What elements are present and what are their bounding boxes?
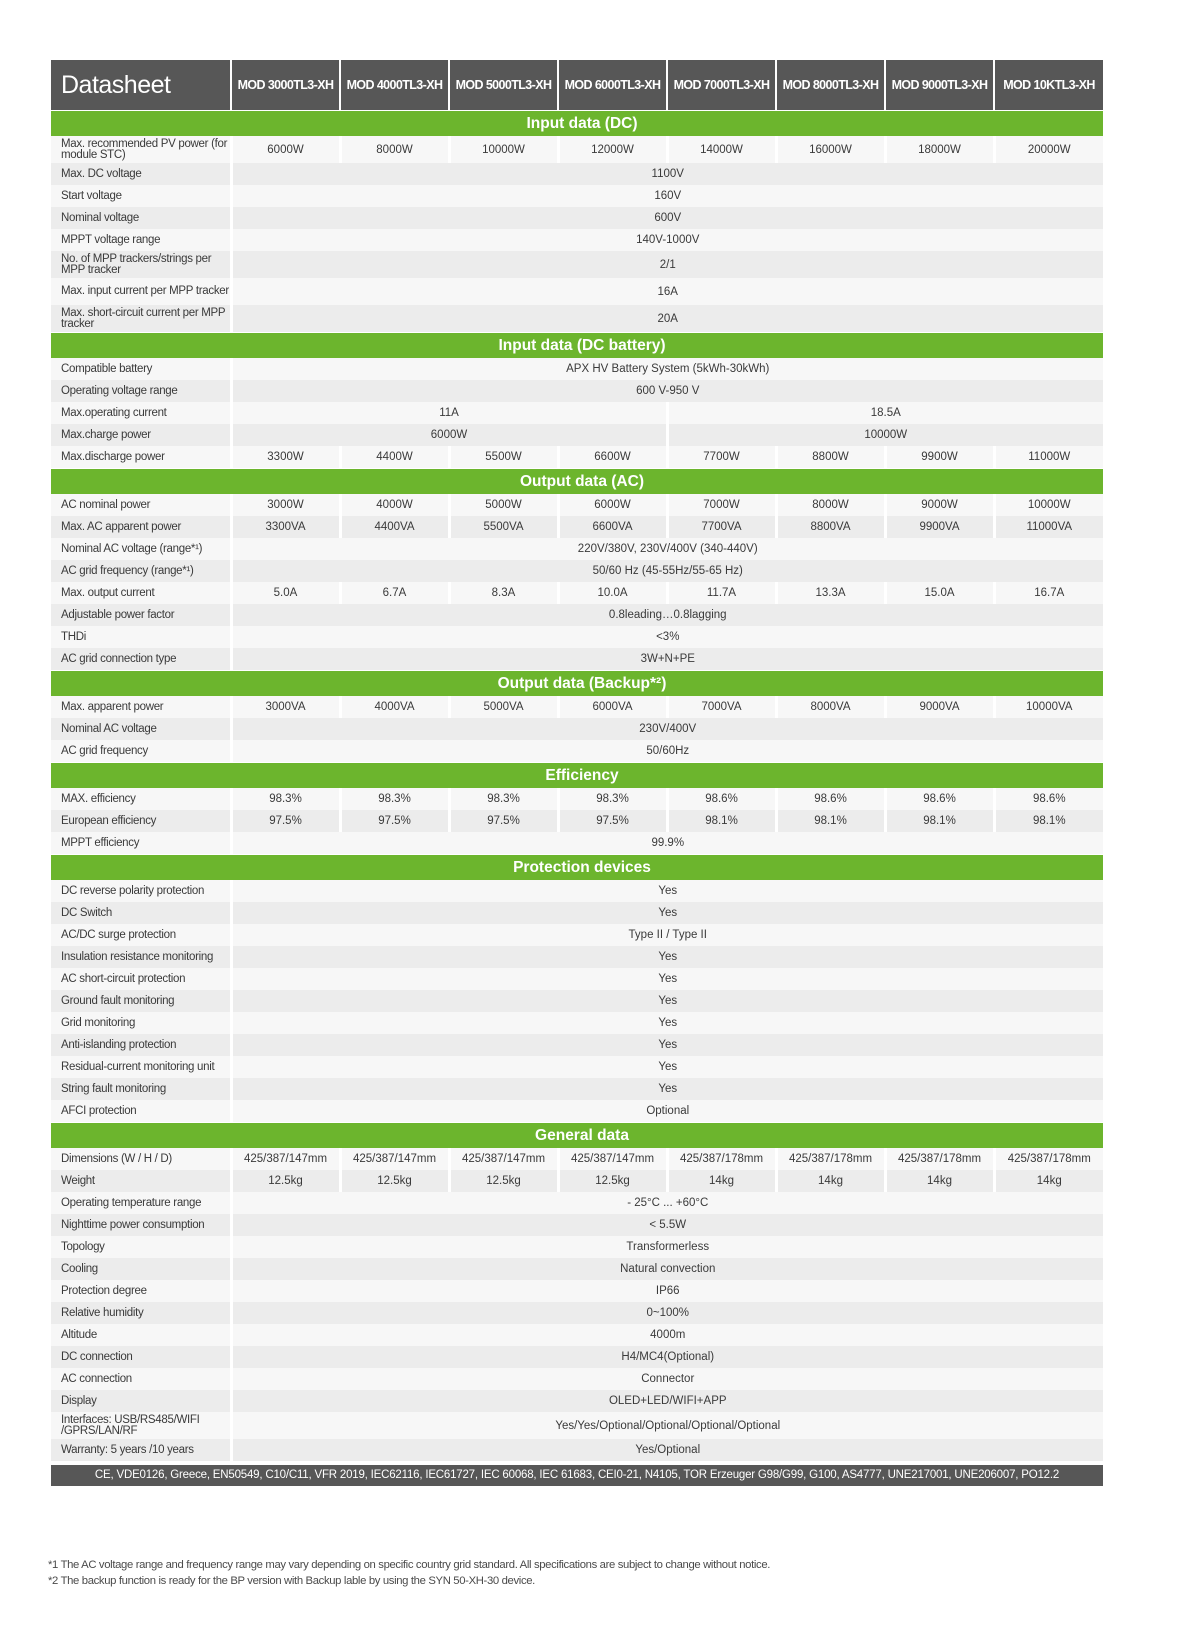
spec-label: Operating temperature range (51, 1192, 231, 1214)
spec-value: 98.1% (667, 810, 776, 832)
spec-label: AFCI protection (51, 1100, 231, 1123)
spec-value: 6000W (231, 136, 340, 163)
spec-value: 20000W (994, 136, 1103, 163)
spec-value: 18.5A (667, 402, 1103, 424)
spec-value: 10000VA (994, 696, 1103, 718)
spec-value: 98.1% (994, 810, 1103, 832)
spec-label: MAX. efficiency (51, 788, 231, 810)
spec-row (51, 1034, 1103, 1056)
spec-row (51, 278, 1103, 305)
spec-value: 4000W (340, 494, 449, 516)
spec-value: 16.7A (994, 582, 1103, 604)
spec-value: 425/387/147mm (449, 1148, 558, 1170)
spec-value: 8800VA (776, 516, 885, 538)
model-header: MOD 3000TL3-XH (231, 60, 340, 111)
model-header: MOD 7000TL3-XH (667, 60, 776, 111)
spec-value: IP66 (231, 1280, 1103, 1302)
spec-value: 3000VA (231, 696, 340, 718)
spec-row (51, 1236, 1103, 1258)
spec-label: Max. input current per MPP tracker (51, 278, 231, 305)
spec-label: AC grid frequency (51, 740, 231, 763)
spec-value: APX HV Battery System (5kWh-30kWh) (231, 358, 1103, 380)
spec-row (51, 446, 1103, 469)
spec-row (51, 810, 1103, 832)
spec-value: <3% (231, 626, 1103, 648)
spec-row (51, 1324, 1103, 1346)
spec-value: 10000W (994, 494, 1103, 516)
spec-value: 8000VA (776, 696, 885, 718)
spec-value: 425/387/178mm (885, 1148, 994, 1170)
spec-label: Insulation resistance monitoring (51, 946, 231, 968)
spec-value: 11.7A (667, 582, 776, 604)
footnote-1: *1 The AC voltage range and frequency range may vary depending on specific country grid standard. All specifications are subject to change without notice. (48, 1559, 771, 1571)
header-row (51, 60, 1103, 111)
spec-value: 12.5kg (231, 1170, 340, 1192)
spec-label: Grid monitoring (51, 1012, 231, 1034)
spec-value: 97.5% (558, 810, 667, 832)
spec-label: Compatible battery (51, 358, 231, 380)
section-header (51, 333, 1103, 359)
spec-label: Max.discharge power (51, 446, 231, 469)
spec-value: 230V/400V (231, 718, 1103, 740)
spec-value: 98.6% (776, 788, 885, 810)
spec-value: 12.5kg (558, 1170, 667, 1192)
spec-row (51, 832, 1103, 855)
spec-label: Nighttime power consumption (51, 1214, 231, 1236)
spec-label: AC nominal power (51, 494, 231, 516)
spec-value: 425/387/147mm (558, 1148, 667, 1170)
spec-value: 6600W (558, 446, 667, 469)
spec-row (51, 251, 1103, 278)
spec-label: THDi (51, 626, 231, 648)
spec-value: Connector (231, 1368, 1103, 1390)
spec-value: 98.6% (885, 788, 994, 810)
spec-value: 6000W (558, 494, 667, 516)
spec-label: MPPT voltage range (51, 229, 231, 251)
spec-value: 425/387/178mm (776, 1148, 885, 1170)
spec-row (51, 1439, 1103, 1461)
spec-value: 9900VA (885, 516, 994, 538)
spec-label: Nominal AC voltage (51, 718, 231, 740)
spec-row (51, 582, 1103, 604)
spec-label: DC Switch (51, 902, 231, 924)
spec-value: 6.7A (340, 582, 449, 604)
spec-row (51, 1368, 1103, 1390)
spec-row (51, 626, 1103, 648)
spec-value: 7700W (667, 446, 776, 469)
model-header: MOD 10KTL3-XH (994, 60, 1103, 111)
spec-value: 10.0A (558, 582, 667, 604)
section-title: Input data (DC) (51, 111, 1103, 137)
spec-label: Ground fault monitoring (51, 990, 231, 1012)
spec-label: Interfaces: USB/RS485/WIFI /GPRS/LAN/RF (51, 1412, 231, 1439)
spec-row (51, 946, 1103, 968)
spec-value: 50/60Hz (231, 740, 1103, 763)
spec-label: European efficiency (51, 810, 231, 832)
spec-label: String fault monitoring (51, 1078, 231, 1100)
spec-value: 98.6% (667, 788, 776, 810)
spec-label: AC grid frequency (range*¹) (51, 560, 231, 582)
spec-value: 97.5% (340, 810, 449, 832)
spec-row (51, 1148, 1103, 1170)
model-header: MOD 9000TL3-XH (885, 60, 994, 111)
spec-label: DC connection (51, 1346, 231, 1368)
spec-row (51, 604, 1103, 626)
spec-row (51, 1390, 1103, 1412)
spec-label: Display (51, 1390, 231, 1412)
spec-row (51, 1078, 1103, 1100)
spec-label: No. of MPP trackers/strings per MPP tracker (51, 251, 231, 278)
spec-value: 14000W (667, 136, 776, 163)
spec-row (51, 1214, 1103, 1236)
spec-label: Max. AC apparent power (51, 516, 231, 538)
spec-label: Protection degree (51, 1280, 231, 1302)
spec-row (51, 1192, 1103, 1214)
spec-value: 16A (231, 278, 1103, 305)
section-header (51, 469, 1103, 495)
spec-value: 4400W (340, 446, 449, 469)
spec-label: Dimensions (W / H / D) (51, 1148, 231, 1170)
spec-value: 14kg (667, 1170, 776, 1192)
spec-row (51, 788, 1103, 810)
spec-value: 9900W (885, 446, 994, 469)
spec-value: 98.1% (776, 810, 885, 832)
spec-value: 10000W (667, 424, 1103, 446)
spec-value: 8800W (776, 446, 885, 469)
section-title: Efficiency (51, 763, 1103, 789)
spec-row (51, 494, 1103, 516)
spec-value: 18000W (885, 136, 994, 163)
spec-label: Max.charge power (51, 424, 231, 446)
section-title: General data (51, 1123, 1103, 1149)
spec-value: 0.8leading…0.8lagging (231, 604, 1103, 626)
spec-value: Transformerless (231, 1236, 1103, 1258)
spec-value: Yes/Optional (231, 1439, 1103, 1461)
spec-value: Yes (231, 946, 1103, 968)
datasheet (51, 60, 1103, 1486)
spec-row (51, 136, 1103, 163)
certifications-bar: CE, VDE0126, Greece, EN50549, C10/C11, VFR 2019, IEC62116, IEC61727, IEC 60068, IEC 61683, CEI0-21, N4105, TOR Erzeuger G98/G99, G100, AS4777, UNE217001, UNE206007, PO12.2 (51, 1465, 1103, 1486)
spec-value: Optional (231, 1100, 1103, 1123)
spec-row (51, 740, 1103, 763)
spec-value: 12000W (558, 136, 667, 163)
spec-label: Max. output current (51, 582, 231, 604)
spec-value: 98.3% (340, 788, 449, 810)
spec-value: 7000W (667, 494, 776, 516)
spec-value: 12.5kg (449, 1170, 558, 1192)
spec-value: 1100V (231, 163, 1103, 185)
spec-row (51, 718, 1103, 740)
spec-label: AC connection (51, 1368, 231, 1390)
spec-label: AC short-circuit protection (51, 968, 231, 990)
spec-value: Type II / Type II (231, 924, 1103, 946)
spec-value: 98.3% (558, 788, 667, 810)
spec-value: 2/1 (231, 251, 1103, 278)
footnote-2: *2 The backup function is ready for the BP version with Backup lable by using the SYN 50-XH-30 device. (48, 1575, 535, 1587)
spec-label: Start voltage (51, 185, 231, 207)
spec-value: 99.9% (231, 832, 1103, 855)
spec-row (51, 424, 1103, 446)
spec-row (51, 648, 1103, 671)
spec-label: Adjustable power factor (51, 604, 231, 626)
spec-row (51, 538, 1103, 560)
spec-value: - 25°C ... +60°C (231, 1192, 1103, 1214)
spec-value: 8.3A (449, 582, 558, 604)
spec-label: AC/DC surge protection (51, 924, 231, 946)
spec-value: Yes (231, 1056, 1103, 1078)
section-header (51, 763, 1103, 789)
section-title: Input data (DC battery) (51, 333, 1103, 359)
spec-label: Max.operating current (51, 402, 231, 424)
spec-value: 14kg (776, 1170, 885, 1192)
spec-value: H4/MC4(Optional) (231, 1346, 1103, 1368)
spec-value: 8000W (776, 494, 885, 516)
spec-value: 600 V-950 V (231, 380, 1103, 402)
section-title: Output data (AC) (51, 469, 1103, 495)
spec-label: Max. short-circuit current per MPP tracker (51, 305, 231, 333)
spec-value: Yes/Yes/Optional/Optional/Optional/Optional (231, 1412, 1103, 1439)
spec-row (51, 1056, 1103, 1078)
spec-row (51, 207, 1103, 229)
spec-label: Warranty: 5 years /10 years (51, 1439, 231, 1461)
spec-row (51, 1302, 1103, 1324)
spec-row (51, 924, 1103, 946)
spec-row (51, 1258, 1103, 1280)
section-header (51, 671, 1103, 697)
spec-value: 98.3% (449, 788, 558, 810)
spec-value: 3300VA (231, 516, 340, 538)
spec-value: Yes (231, 1078, 1103, 1100)
spec-value: 425/387/147mm (231, 1148, 340, 1170)
spec-value: 4000m (231, 1324, 1103, 1346)
spec-value: 5500W (449, 446, 558, 469)
spec-value: Yes (231, 1034, 1103, 1056)
spec-label: Residual-current monitoring unit (51, 1056, 231, 1078)
spec-value: 98.3% (231, 788, 340, 810)
spec-row (51, 1346, 1103, 1368)
spec-value: Yes (231, 902, 1103, 924)
spec-value: 8000W (340, 136, 449, 163)
spec-row (51, 402, 1103, 424)
spec-value: < 5.5W (231, 1214, 1103, 1236)
spec-value: 425/387/178mm (667, 1148, 776, 1170)
spec-value: 3300W (231, 446, 340, 469)
spec-value: 5000VA (449, 696, 558, 718)
spec-label: Cooling (51, 1258, 231, 1280)
spec-value: 220V/380V, 230V/400V (340-440V) (231, 538, 1103, 560)
spec-value: 7000VA (667, 696, 776, 718)
spec-row (51, 1012, 1103, 1034)
spec-value: 97.5% (449, 810, 558, 832)
spec-label: Max. apparent power (51, 696, 231, 718)
spec-value: Yes (231, 1012, 1103, 1034)
spec-label: Nominal voltage (51, 207, 231, 229)
spec-row (51, 560, 1103, 582)
spec-value: 13.3A (776, 582, 885, 604)
spec-row (51, 990, 1103, 1012)
section-title: Protection devices (51, 855, 1103, 881)
model-header: MOD 8000TL3-XH (776, 60, 885, 111)
spec-row (51, 1170, 1103, 1192)
spec-row (51, 305, 1103, 333)
spec-row (51, 163, 1103, 185)
spec-value: 11000W (994, 446, 1103, 469)
spec-value: 15.0A (885, 582, 994, 604)
spec-value: 14kg (885, 1170, 994, 1192)
spec-value: 6600VA (558, 516, 667, 538)
model-header: MOD 6000TL3-XH (558, 60, 667, 111)
spec-body (51, 111, 1103, 1462)
spec-value: 16000W (776, 136, 885, 163)
spec-value: 97.5% (231, 810, 340, 832)
spec-value: 425/387/178mm (994, 1148, 1103, 1170)
spec-label: Topology (51, 1236, 231, 1258)
spec-row (51, 1280, 1103, 1302)
spec-label: AC grid connection type (51, 648, 231, 671)
spec-label: Anti-islanding protection (51, 1034, 231, 1056)
spec-row (51, 380, 1103, 402)
footnotes (48, 1557, 770, 1589)
spec-row (51, 968, 1103, 990)
spec-row (51, 516, 1103, 538)
spec-value: Yes (231, 990, 1103, 1012)
spec-label: Max. DC voltage (51, 163, 231, 185)
spec-value: 98.1% (885, 810, 994, 832)
spec-table (51, 60, 1103, 1461)
spec-value: 6000W (231, 424, 667, 446)
spec-value: 425/387/147mm (340, 1148, 449, 1170)
spec-label: Relative humidity (51, 1302, 231, 1324)
spec-value: 4400VA (340, 516, 449, 538)
spec-row (51, 358, 1103, 380)
spec-value: 10000W (449, 136, 558, 163)
spec-value: 3W+N+PE (231, 648, 1103, 671)
spec-value: Natural convection (231, 1258, 1103, 1280)
spec-row (51, 185, 1103, 207)
spec-value: 11000VA (994, 516, 1103, 538)
spec-row (51, 229, 1103, 251)
spec-value: 5000W (449, 494, 558, 516)
section-header (51, 111, 1103, 137)
spec-value: 11A (231, 402, 667, 424)
spec-value: 140V-1000V (231, 229, 1103, 251)
spec-value: 20A (231, 305, 1103, 333)
model-header: MOD 4000TL3-XH (340, 60, 449, 111)
spec-row (51, 1412, 1103, 1439)
spec-value: 4000VA (340, 696, 449, 718)
spec-value: 50/60 Hz (45-55Hz/55-65 Hz) (231, 560, 1103, 582)
spec-value: 5500VA (449, 516, 558, 538)
spec-value: OLED+LED/WIFI+APP (231, 1390, 1103, 1412)
spec-value: Yes (231, 880, 1103, 902)
spec-value: Yes (231, 968, 1103, 990)
spec-value: 3000W (231, 494, 340, 516)
spec-value: 6000VA (558, 696, 667, 718)
spec-label: Altitude (51, 1324, 231, 1346)
model-header: MOD 5000TL3-XH (449, 60, 558, 111)
spec-label: Operating voltage range (51, 380, 231, 402)
spec-value: 14kg (994, 1170, 1103, 1192)
spec-row (51, 902, 1103, 924)
spec-label: MPPT efficiency (51, 832, 231, 855)
spec-value: 5.0A (231, 582, 340, 604)
spec-row (51, 880, 1103, 902)
spec-row (51, 1100, 1103, 1123)
spec-row (51, 696, 1103, 718)
spec-value: 12.5kg (340, 1170, 449, 1192)
spec-value: 98.6% (994, 788, 1103, 810)
spec-label: Nominal AC voltage (range*¹) (51, 538, 231, 560)
spec-value: 600V (231, 207, 1103, 229)
spec-label: Weight (51, 1170, 231, 1192)
spec-label: DC reverse polarity protection (51, 880, 231, 902)
section-header (51, 1123, 1103, 1149)
section-title: Output data (Backup*²) (51, 671, 1103, 697)
spec-label: Max. recommended PV power (for module STC) (51, 136, 231, 163)
section-header (51, 855, 1103, 881)
spec-value: 9000VA (885, 696, 994, 718)
spec-value: 160V (231, 185, 1103, 207)
page-title: Datasheet (51, 60, 231, 111)
spec-value: 0~100% (231, 1302, 1103, 1324)
spec-value: 9000W (885, 494, 994, 516)
spec-value: 7700VA (667, 516, 776, 538)
